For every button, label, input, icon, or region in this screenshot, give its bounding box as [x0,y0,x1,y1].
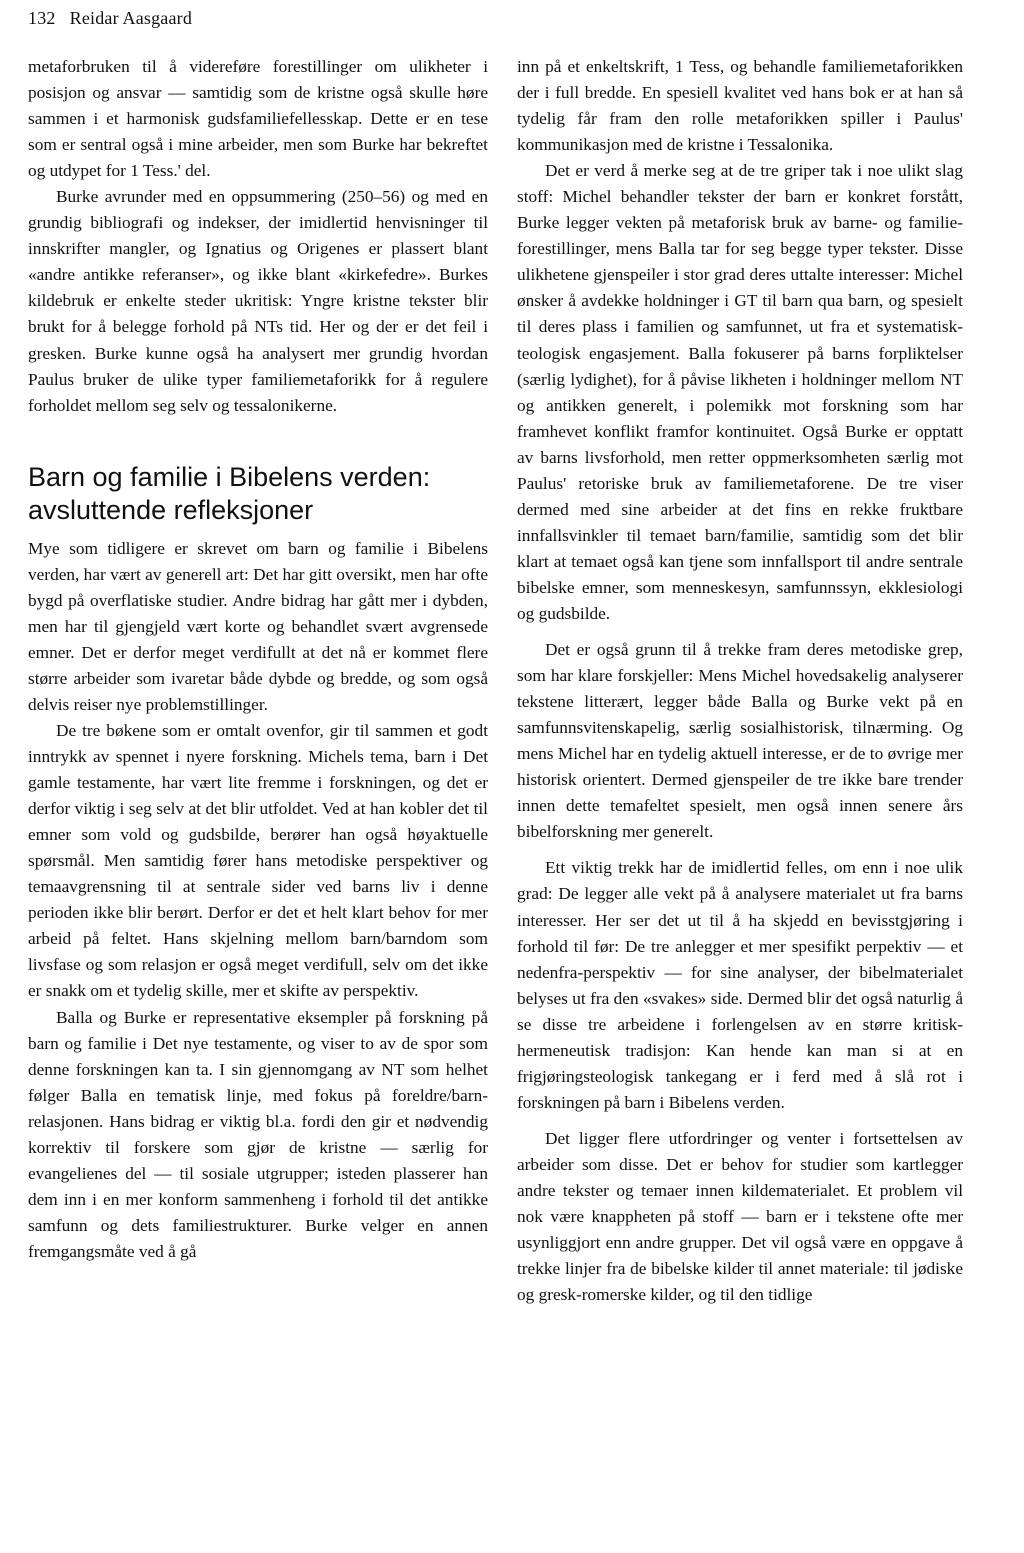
paragraph: Det ligger flere utfordringer og venter i fortsettelsen av arbeider som disse. Det er behov for studier som kartlegger andre tekster og temaer innen kildematerialet. Et problem vil nok være knappheten på stoff — barn er i tekstene ofte mer usynliggjort enn andre grupper. Det vil også være en oppgave å trekke linjer fra de bibelske kilder til annet materiale: til jødiske og gresk-romerske kilder, og til den tidlige [517,1128,963,1305]
paragraph: metaforbruken til å videreføre forestillinger om ulikheter i posisjon og ansvar — samtidig som de kristne også skulle høre sammen i et harmonisk gudsfamiliefellesskap. Dette er en tese som er sentral også i mine arbeider, men som Burke har bekreftet og utdypet for 1 Tess.' del. [28,57,488,181]
paragraph: De tre bøkene som er omtalt ovenfor, gir til sammen et godt inntrykk av spennet i nyere forskning. Michels tema, barn i Det gamle testamente, har vært lite fremme i forskningen, og det er derfor viktig i seg selv at det blir utfoldet. Ved at han kobler det til emner som vold og gudsbilde, berører han også høyaktuelle spørsmål. Men samtidig fører hans metodiske perspektiver og temaavgrensning til at sentrale sider ved barns liv i denne perioden ikke blir berørt. Derfor er det et helt klart behov for mer arbeid på feltet. Hans skjelning mellom barn/barndom som livsfase og som relasjon er også meget verdifull, selv om det ikke er snakk om et tydelig skille, mer et skifte av perspektiv. [28,720,488,1001]
paragraph: Burke avrunder med en oppsummering (250–56) og med en grundig bibliografi og indekser, der imidlertid henvisninger til innskrifter mangler, og Ignatius og Origenes er plassert blant «andre antikke referanser», og ikke blant «kirkefedre». Burkes kildebruk er enkelte steder ukritisk: Yngre kristne tekster blir brukt for å belegge forhold på NTs tid. Her og der er det feil i gresken. Burke kunne også ha analysert mer grundig hvordan Paulus bruker de ulike typer familiemetaforikk for å regulere forholdet mellom seg selv og tessalonikerne. [28,187,488,415]
paragraph: Det er verd å merke seg at de tre griper tak i noe ulikt slag stoff: Michel behandler tekster der barn er konkret forstått, Burke legger vekten på metaforisk bruk av barne- og familie-forestillinger, mens Balla tar for seg begge typer tekster. Disse ulikhetene gjenspeiler i stor grad deres uttalte interesser: Michel ønsker å avdekke holdninger i GT til barn qua barn, og spesielt til deres plass i familien og samfunnet, ut fra et systematisk-teologisk engasjement. Balla fokuserer på barns forpliktelser (særlig lydighet), for å påvise likheten i holdninger mellom NT og antikken generelt, i polemikk mot forskning som har framhevet konflikt framfor kontinuitet. Også Burke er opptatt av barns livsforhold, men retter oppmerksomheten særlig mot Paulus' retoriske bruk av familiemetaforene. De tre viser dermed med sine arbeider at det fins en rekke fruktbare innfallsvinkler til temaet barn/familie, samtidig som det blir klart at temaet også kan tjene som innfallsport til andre sentrale bibelske emner, som menneskesyn, samfunnssyn, ekklesiologi og gudsbilde. [517,161,963,623]
paragraph: Ett viktig trekk har de imidlertid felles, om enn i noe ulik grad: De legger alle vekt på å analysere materialet ut fra barns interesser. Her ser det ut til å ha skjedd en bevisstgjøring i forhold til før: De tre anlegger et mer spesifikt perpektiv — et nedenfra-perspektiv — for sine analyser, der bibelmaterialet belyses ut fra den «svakes» side. Dermed blir det også naturlig å se disse tre arbeidene i forlengelsen av en større kritisk-hermeneutisk tradisjon: Kan hende kan man si at en frigjøringsteologisk tankegang er i ferd med å slå rot i forskningen på barn i Bibelens verden. [517,858,963,1112]
running-header [28,8,192,29]
author-name: Reidar Aasgaard [69,8,193,28]
right-column [517,54,963,1308]
left-column [28,54,488,1265]
paragraph: Balla og Burke er representative eksempler på forskning på barn og familie i Det nye testamente, og viser to av de spor som denne forskningen kan ta. I sin gjennomgang av NT som helhet følger Balla en tematisk linje, med fokus på foreldre/barn-relasjonen. Hans bidrag er viktig bl.a. fordi den gir et nødvendig korrektiv til forskere som gjør de kristne — særlig for evangelienes del — til sosiale utgrupper; isteden plasserer han dem inn i en mer konform sammenheng i forhold til det antikke samfunn og dets familiestrukturer. Burke velger en annen fremgangsmåte ved å gå [28,1007,488,1261]
paragraph: Det er også grunn til å trekke fram deres metodiske grep, som har klare forskjeller: Mens Michel hovedsakelig analyserer tekstene litterært, legger både Balla og Burke vekt på en samfunnsvitenskapelig, særlig sosialhistorisk, tilnærming. Og mens Michel har en tydelig aktuell interesse, er de to øvrige mer historisk orientert. Dermed gjenspeiler de tre ikke bare trender innen dette temafeltet spesielt, men også innen senere års bibelforskning mer generelt. [517,640,963,842]
paragraph: inn på et enkeltskrift, 1 Tess, og behandle familiemetaforikken der i full bredde. En spesiell kvalitet ved hans bok er at han så tydelig får fram den rolle metaforikken spiller i Paulus' kommunikasjon med de kristne i Tessalonika. [517,57,963,155]
section-heading: Barn og familie i Bibelens verden: avsluttende refleksjoner [28,461,431,525]
paragraph: Mye som tidligere er skrevet om barn og familie i Bibelens verden, har vært av generell art: Det har gitt oversikt, men har ofte bygd på overflatiske studier. Andre bidrag har gått mer i dybden, men har til gjengjeld vært korte og behandlet svært avgrensede emner. Det er derfor meget verdifullt at det nå er kommet flere større arbeider som ivaretar både dybde og bredde, og som også delvis reiser nye problemstillinger. [28,538,488,714]
page-number: 132 [28,8,56,28]
